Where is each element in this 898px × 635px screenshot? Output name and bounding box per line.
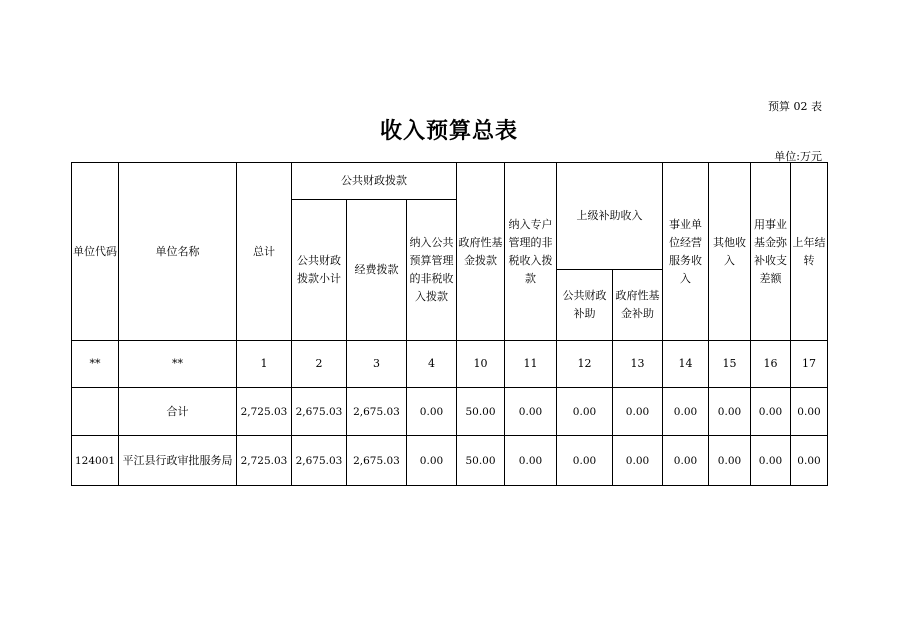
table-cell: 0.00 [663, 436, 709, 486]
page-title: 收入预算总表 [379, 119, 518, 144]
table-cell: 2 [292, 341, 347, 388]
header-funding: 经费拨款 [347, 200, 407, 341]
table-cell: 2,675.03 [347, 388, 407, 436]
header-carryover: 上年结转 [791, 163, 828, 341]
table-cell: 0.00 [557, 388, 613, 436]
table-cell: 0.00 [791, 436, 828, 486]
table-cell: 0.00 [751, 436, 791, 486]
table-cell: 17 [791, 341, 828, 388]
table-cell: 3 [347, 341, 407, 388]
table-cell: 0.00 [505, 388, 557, 436]
table-cell: 0.00 [751, 388, 791, 436]
table-cell: 0.00 [505, 436, 557, 486]
unit-label: 单位:万元 [774, 150, 822, 163]
header-business-income: 事业单位经营服务收入 [663, 163, 709, 341]
table-cell: 0.00 [407, 436, 457, 486]
header-non-tax: 纳入公共预算管理的非税收入拨款 [407, 200, 457, 341]
header-superior-subsidy: 上级补助收入 [557, 163, 663, 270]
table-cell: 2,725.03 [237, 388, 292, 436]
header-special-non-tax: 纳入专户管理的非税收入拨款 [505, 163, 557, 341]
table-cell: 0.00 [791, 388, 828, 436]
table-cell: 50.00 [457, 436, 505, 486]
header-gov-fund-subsidy: 政府性基金补助 [613, 270, 663, 341]
table-cell: ** [72, 341, 119, 388]
table-cell: ** [119, 341, 237, 388]
table-cell: 1 [237, 341, 292, 388]
table-cell: 2,675.03 [292, 388, 347, 436]
table-cell: 0.00 [613, 436, 663, 486]
header-fund-balance: 用事业基金弥补收支差额 [751, 163, 791, 341]
table-cell: 平江县行政审批服务局 [119, 436, 237, 486]
table-cell: 10 [457, 341, 505, 388]
table-cell: 0.00 [407, 388, 457, 436]
form-number: 预算 02 表 [768, 100, 822, 113]
table-row-total [72, 388, 828, 436]
table-cell: 0.00 [557, 436, 613, 486]
table-cell: 2,675.03 [292, 436, 347, 486]
table-cell: 16 [751, 341, 791, 388]
table-cell: 12 [557, 341, 613, 388]
table-cell: 0.00 [613, 388, 663, 436]
table-cell: 2,725.03 [237, 436, 292, 486]
table-cell: 50.00 [457, 388, 505, 436]
table-cell: 合计 [119, 388, 237, 436]
table-cell: 0.00 [709, 436, 751, 486]
header-public-finance: 公共财政拨款 [292, 163, 457, 200]
table-cell: 13 [613, 341, 663, 388]
table-row [72, 436, 828, 486]
table-cell: 0.00 [709, 388, 751, 436]
income-budget-table [71, 162, 828, 486]
table-cell: 0.00 [663, 388, 709, 436]
header-other-income: 其他收入 [709, 163, 751, 341]
table-cell [72, 388, 119, 436]
table-cell: 4 [407, 341, 457, 388]
table-cell: 15 [709, 341, 751, 388]
header-total: 总计 [237, 163, 292, 341]
header-unit-name: 单位名称 [119, 163, 237, 341]
index-row [72, 341, 828, 388]
header-unit-code: 单位代码 [72, 163, 119, 341]
header-public-finance-subsidy: 公共财政补助 [557, 270, 613, 341]
table-cell: 2,675.03 [347, 436, 407, 486]
header-public-finance-subtotal: 公共财政拨款小计 [292, 200, 347, 341]
header-gov-fund: 政府性基金拨款 [457, 163, 505, 341]
table-cell: 124001 [72, 436, 119, 486]
table-cell: 11 [505, 341, 557, 388]
table-cell: 14 [663, 341, 709, 388]
